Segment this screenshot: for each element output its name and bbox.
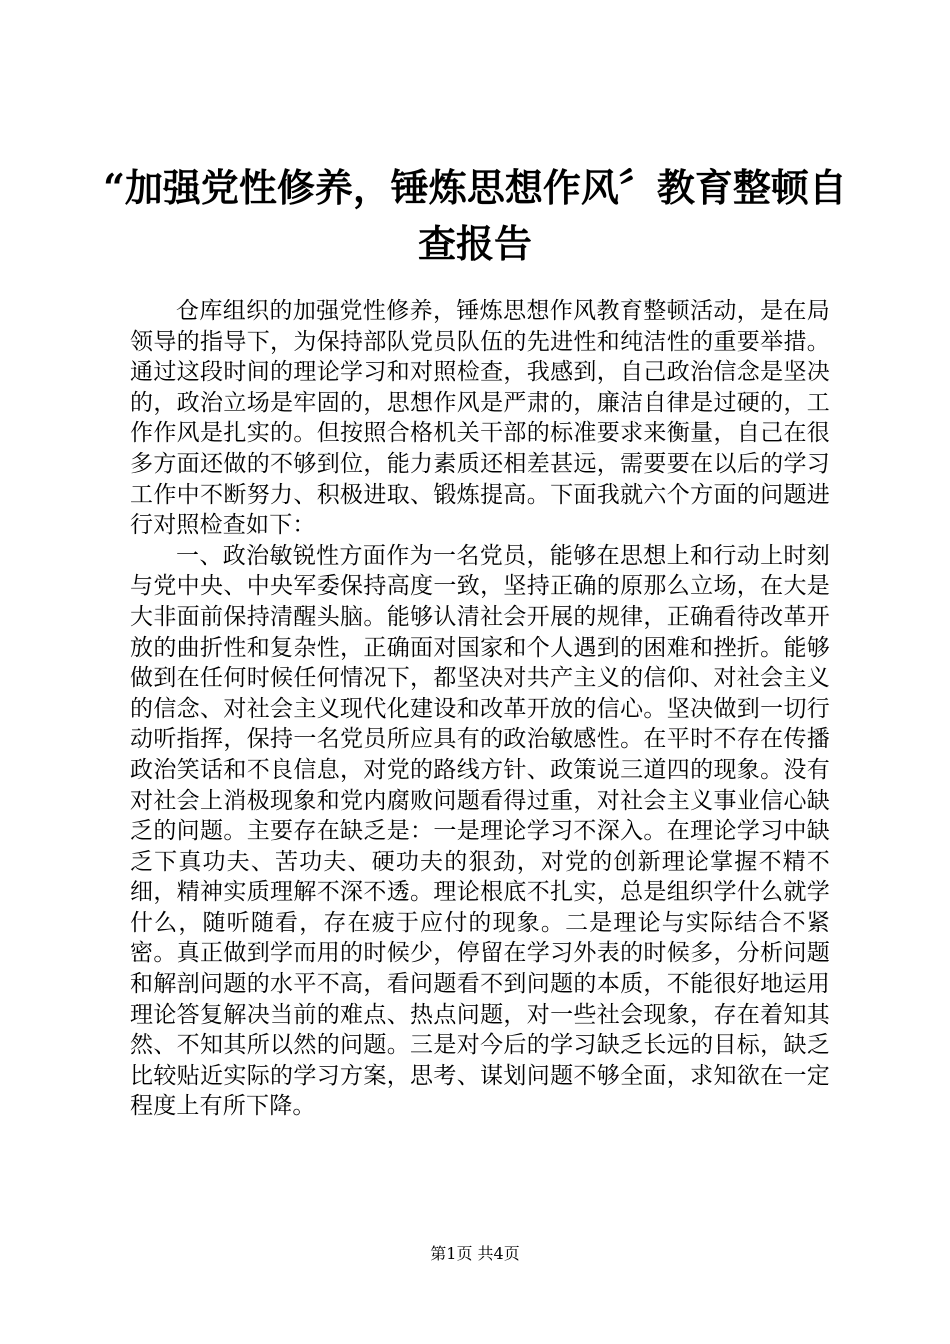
paragraph-political-sensitivity: 一、政治敏锐性方面作为一名党员，能够在思想上和行动上时刻与党中央、中央军委保持高度一致，坚持正确的原那么立场，在大是大非面前保持清醒头脑。能够认清社会开展的规律，正确看待改革开放的曲折性和复杂性，正确面对国家和个人遇到的困难和挫折。能够做到在任何时候任何情况下，都坚决对共产主义的信仰、对社会主义的信念、对社会主义现代化建设和改革开放的信心。坚决做到一切行动听指挥，保持一名党员所应具有的政治敏感性。在平时不存在传播政治笑话和不良信息，对党的路线方针、政策说三道四的现象。没有对社会上消极现象和党内腐败问题看得过重，对社会主义事业信心缺乏的问题。主要存在缺乏是：一是理论学习不深入。在理论学习中缺乏下真功夫、苦功夫、硬功夫的狠劲，对党的创新理论掌握不精不细，精神实质理解不深不透。理论根底不扎实，总是组织学什么就学什么，随听随看，存在疲于应付的现象。二是理论与实际结合不紧密。真正做到学而用的时候少，停留在学习外表的时候多，分析问题和解剖问题的水平不高，看问题看不到问题的本质，不能很好地运用理论答复解决当前的难点、热点问题，对一些社会现象，存在着知其然、不知其所以然的问题。三是对今后的学习缺乏长远的目标，缺乏比较贴近实际的学习方案，思考、谋划问题不够全面，求知欲在一定程度上有所下降。 xyxy=(130,542,830,1120)
document-body xyxy=(130,296,830,1122)
document-title: “加强党性修养，锤炼思想作风〞教育整顿自查报告 xyxy=(103,165,847,266)
paragraph-intro: 仓库组织的加强党性修养，锤炼思想作风教育整顿活动，是在局领导的指导下，为保持部队党员队伍的先进性和纯洁性的重要举措。通过这段时间的理论学习和对照检查，我感到，自己政治信念是坚决的，政治立场是牢固的，思想作风是严肃的，廉洁自律是过硬的，工作作风是扎实的。但按照合格机关干部的标准要求来衡量，自己在很多方面还做的不够到位，能力素质还相差甚远，需要要在以后的学习工作中不断努力、积极进取、锻炼提高。下面我就六个方面的问题进行对照检查如下： xyxy=(130,298,830,539)
page-number-footer: 第1页 共4页 xyxy=(430,1244,520,1263)
